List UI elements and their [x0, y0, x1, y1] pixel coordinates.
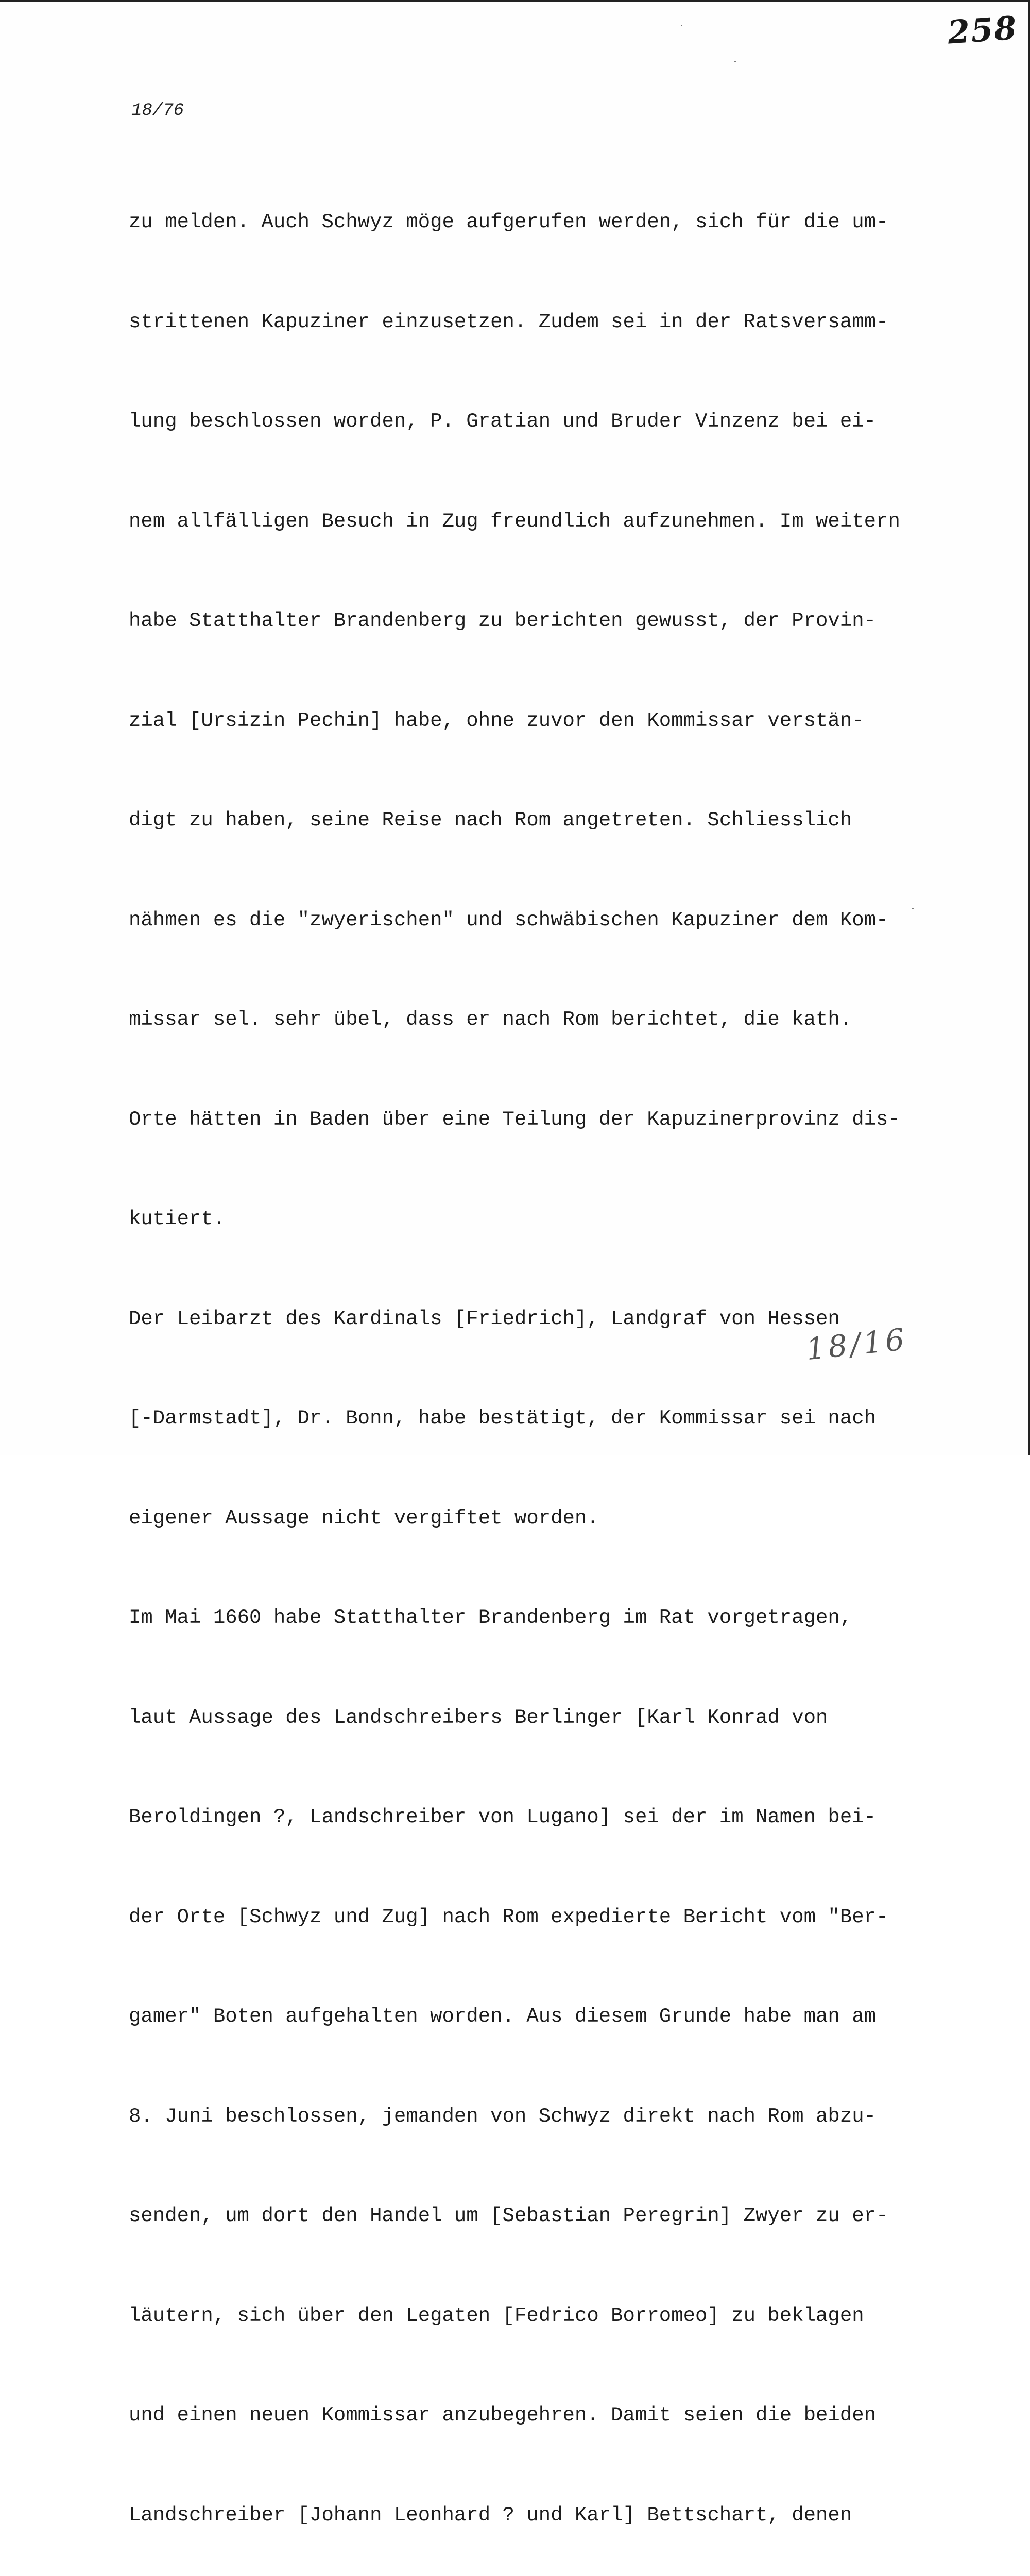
text-line: Beroldingen ?, Landschreiber von Lugano] sei der im Namen bei-: [129, 1806, 877, 1828]
text-line: senden, um dort den Handel um [Sebastian Peregrin] Zwyer zu er-: [129, 2205, 888, 2227]
text-line: missar sel. sehr übel, dass er nach Rom berichtet, die kath.: [129, 1008, 852, 1031]
text-line: nähmen es die "zwyerischen" und schwäbischen Kapuziner dem Kom-: [129, 908, 888, 931]
reference-label: 18/76: [131, 101, 184, 121]
handwritten-page-number: 258: [946, 9, 1019, 52]
text-line: gamer" Boten aufgehalten worden. Aus diesem Grunde habe man am: [129, 2005, 877, 2028]
text-line: eigener Aussage nicht vergiftet worden.: [129, 1506, 599, 1530]
scan-speck: [734, 61, 736, 62]
text-line: Orte hätten in Baden über eine Teilung der Kapuzinerprovinz dis-: [129, 1108, 900, 1131]
text-line: Der Leibarzt des Kardinals [Friedrich], Landgraf von Hessen: [129, 1307, 840, 1330]
text-line: Landschreiber [Johann Leonhard ? und Karl] Bettschart, denen: [129, 2503, 852, 2527]
handwritten-footer-mark: 18/16: [804, 1321, 909, 1367]
page-edge-top: [0, 0, 1030, 2]
text-line: [-Darmstadt], Dr. Bonn, habe bestätigt, der Kommissar sei nach: [129, 1407, 877, 1430]
text-line: laut Aussage des Landschreibers Berlinger [Karl Konrad von: [129, 1706, 828, 1729]
text-line: Im Mai 1660 habe Statthalter Brandenberg im Rat vorgetragen,: [129, 1606, 852, 1629]
text-line: lung beschlossen worden, P. Gratian und Bruder Vinzenz bei ei-: [129, 410, 877, 433]
text-line: habe Statthalter Brandenberg zu berichten gewusst, der Provin-: [129, 609, 877, 632]
text-line: digt zu haben, seine Reise nach Rom angetreten. Schliesslich: [129, 809, 852, 832]
text-line: zu melden. Auch Schwyz möge aufgerufen werden, sich für die um-: [129, 211, 888, 233]
text-line: und einen neuen Kommissar anzubegehren. Damit seien die beiden: [129, 2404, 877, 2427]
text-line: nem allfälligen Besuch in Zug freundlich aufzunehmen. Im weitern: [129, 510, 900, 533]
scan-speck: [912, 908, 914, 909]
scan-speck: [681, 25, 682, 26]
text-line: kutiert.: [129, 1208, 226, 1230]
text-line: läutern, sich über den Legaten [Fedrico Borromeo] zu beklagen: [129, 2304, 864, 2327]
text-line: zial [Ursizin Pechin] habe, ohne zuvor den Kommissar verstän-: [129, 709, 864, 732]
text-line: 8. Juni beschlossen, jemanden von Schwyz direkt nach Rom abzu-: [129, 2105, 877, 2128]
text-line: strittenen Kapuziner einzusetzen. Zudem sei in der Ratsversamm-: [129, 310, 888, 333]
text-line: der Orte [Schwyz und Zug] nach Rom expedierte Bericht vom "Ber-: [129, 1905, 888, 1928]
